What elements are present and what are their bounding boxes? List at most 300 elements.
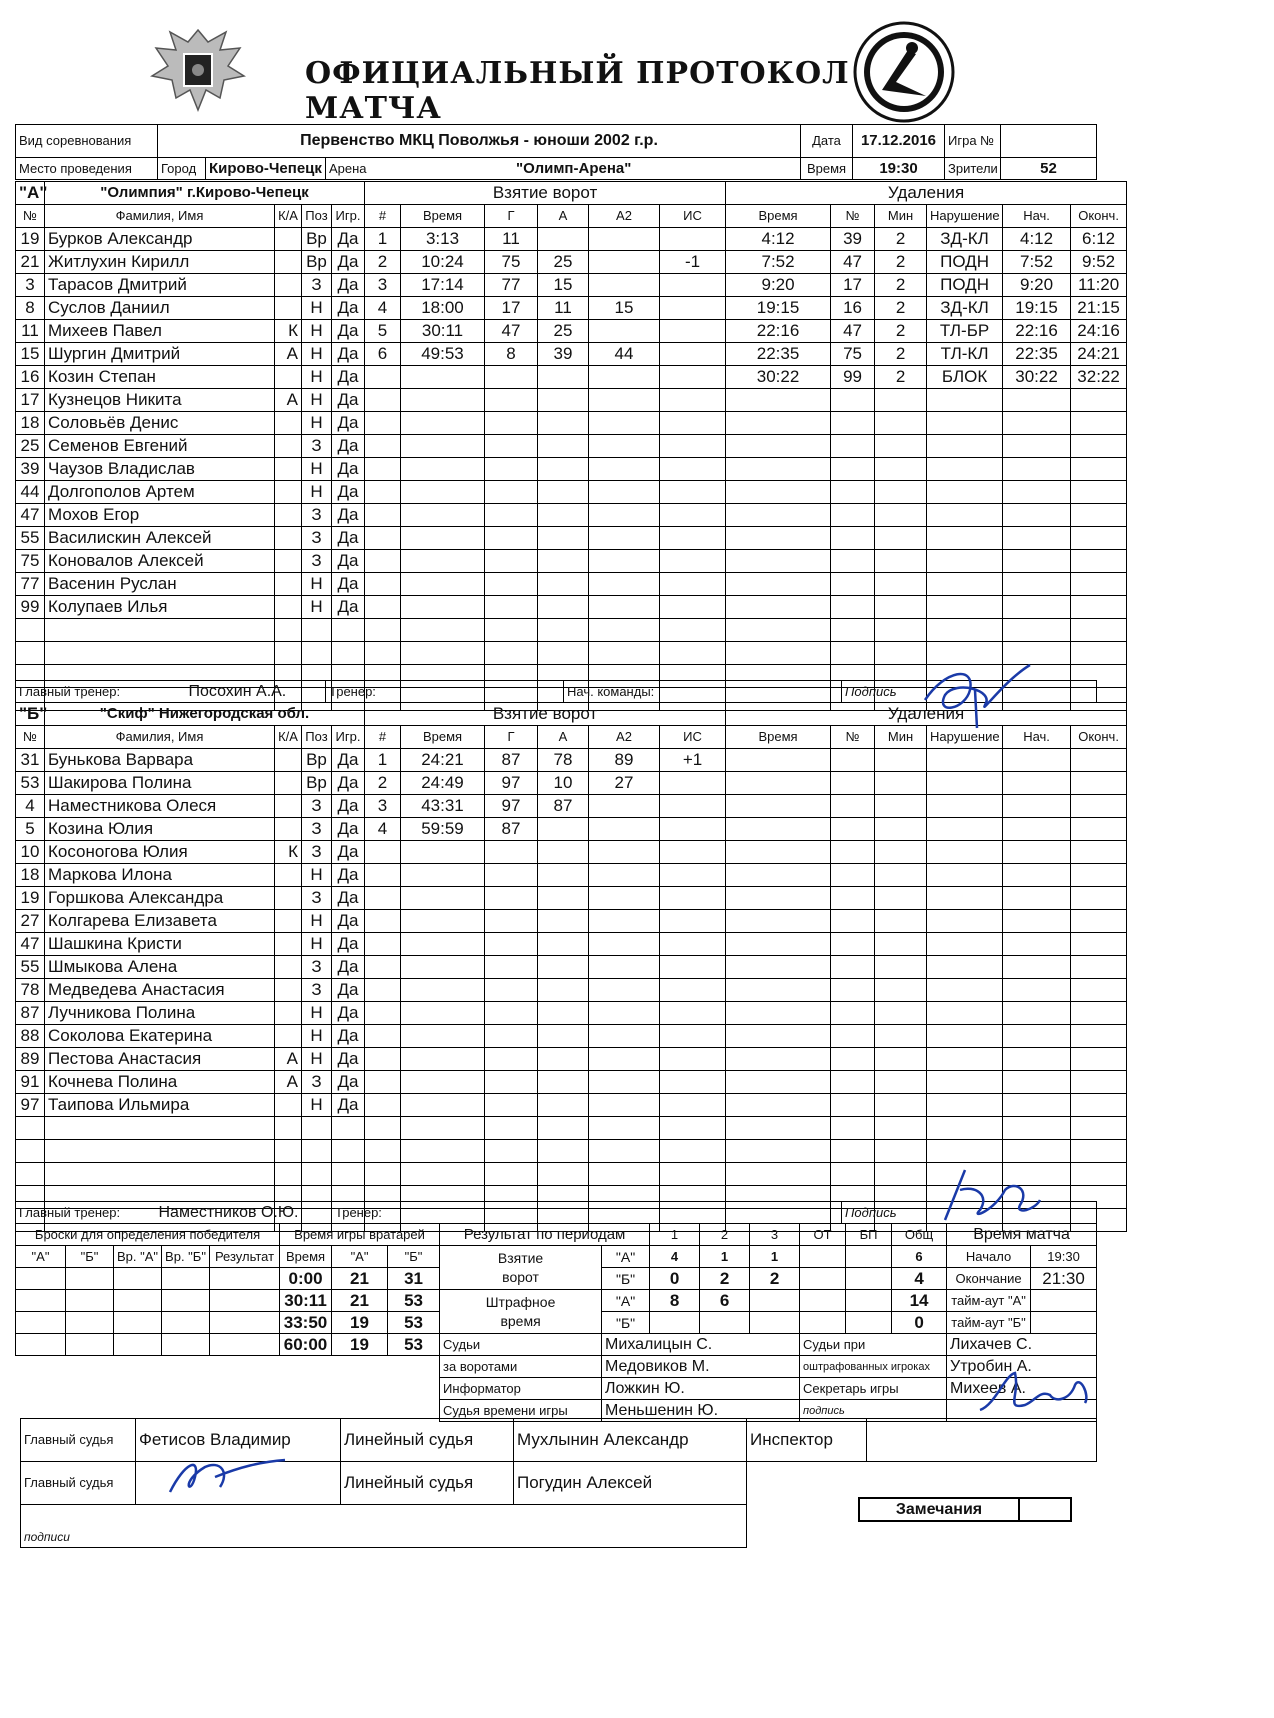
end-label: Окончание	[947, 1268, 1031, 1290]
referees-table	[20, 1418, 1097, 1548]
summary-table	[15, 1223, 1097, 1422]
pim-b-total: 0	[892, 1312, 947, 1334]
player-played: Да	[332, 435, 365, 458]
penalty-end	[1071, 527, 1127, 550]
goal-time	[401, 1048, 485, 1071]
goal-number	[365, 1071, 401, 1094]
penalty-player	[831, 1117, 875, 1140]
goal-time	[401, 933, 485, 956]
col-pen-violation: Нарушение	[927, 726, 1003, 749]
period-col-ot: ОТ	[800, 1224, 846, 1246]
player-number: 89	[16, 1048, 45, 1071]
goal-time: 30:11	[401, 320, 485, 343]
player-position: З	[302, 1071, 332, 1094]
gk-row-2-time: 30:11	[280, 1290, 332, 1312]
goal-scorer	[485, 864, 538, 887]
player-number: 21	[16, 251, 45, 274]
penalty-violation	[927, 458, 1003, 481]
player-ka	[275, 504, 302, 527]
goal-situation	[660, 550, 726, 573]
penalty-end	[1071, 1140, 1127, 1163]
penalty-time: 4:12	[726, 228, 831, 251]
penalty-violation	[927, 1094, 1003, 1117]
pim-b-p1	[650, 1312, 700, 1334]
goal-scorer: 87	[485, 818, 538, 841]
goal-number	[365, 1025, 401, 1048]
penalty-start	[1003, 1117, 1071, 1140]
player-position: Н	[302, 389, 332, 412]
player-position: Н	[302, 343, 332, 366]
goal-assist	[538, 1117, 589, 1140]
spectators-value: 52	[1001, 158, 1097, 180]
goal-scorer	[485, 527, 538, 550]
team-b-head-coach: Наместников О.Ю.	[156, 1202, 332, 1224]
goal-number	[365, 619, 401, 642]
table-row	[16, 619, 1127, 642]
arena-label: Арена	[329, 160, 367, 176]
table-row	[16, 910, 1127, 933]
penalty-time	[726, 573, 831, 596]
table-row	[16, 772, 1127, 795]
informer-label: Информатор	[440, 1378, 602, 1400]
goal-number	[365, 642, 401, 665]
player-played: Да	[332, 573, 365, 596]
penalty-time	[726, 1025, 831, 1048]
table-row	[16, 435, 1127, 458]
penalty-start: 7:52	[1003, 251, 1071, 274]
goal-scorer: 8	[485, 343, 538, 366]
penalty-time	[726, 1071, 831, 1094]
goal-assist	[538, 1094, 589, 1117]
goal-assist-2	[589, 366, 660, 389]
goal-assist-2	[589, 956, 660, 979]
goal-time	[401, 366, 485, 389]
penalty-violation	[927, 389, 1003, 412]
penalty-time	[726, 910, 831, 933]
player-name: Косоногова Юлия	[45, 841, 275, 864]
penalty-violation	[927, 1025, 1003, 1048]
penalty-end: 9:52	[1071, 251, 1127, 274]
player-number: 18	[16, 412, 45, 435]
goal-assist-2	[589, 1140, 660, 1163]
team-a-table	[15, 181, 1127, 711]
goal-situation	[660, 458, 726, 481]
table-row	[16, 1163, 1127, 1186]
player-position: З	[302, 979, 332, 1002]
player-name: Мохов Егор	[45, 504, 275, 527]
col-pen-min: Мин	[875, 726, 927, 749]
penalty-player	[831, 979, 875, 1002]
player-name: Медведева Анастасия	[45, 979, 275, 1002]
penalty-start	[1003, 1094, 1071, 1117]
goal-assist	[538, 412, 589, 435]
player-ka	[275, 366, 302, 389]
goal-time: 24:49	[401, 772, 485, 795]
goal-number	[365, 910, 401, 933]
goal-scorer	[485, 389, 538, 412]
goal-assist	[538, 481, 589, 504]
informer-value: Ложкин Ю.	[602, 1378, 800, 1400]
player-position: Н	[302, 1002, 332, 1025]
col-pen-num: №	[831, 205, 875, 228]
linesman-label-2: Линейный судья	[341, 1462, 514, 1505]
player-position: Вр	[302, 772, 332, 795]
player-played: Да	[332, 481, 365, 504]
goal-assist	[538, 979, 589, 1002]
goal-situation	[660, 228, 726, 251]
penalty-end	[1071, 772, 1127, 795]
date-label: Дата	[801, 125, 853, 158]
goal-scorer	[485, 412, 538, 435]
goal-assist-2	[589, 596, 660, 619]
penalty-end	[1071, 481, 1127, 504]
goal-time: 59:59	[401, 818, 485, 841]
page-title: ОФИЦИАЛЬНЫЙ ПРОТОКОЛ МАТЧА	[305, 56, 850, 126]
goal-scorer	[485, 619, 538, 642]
goal-situation	[660, 1025, 726, 1048]
goal-assist-2	[589, 642, 660, 665]
penalty-time	[726, 933, 831, 956]
penalty-start	[1003, 1071, 1071, 1094]
goal-time	[401, 1002, 485, 1025]
player-number: 97	[16, 1094, 45, 1117]
goals-b-ot	[800, 1268, 846, 1290]
goal-situation	[660, 1117, 726, 1140]
player-name: Козина Юлия	[45, 818, 275, 841]
player-number: 25	[16, 435, 45, 458]
goal-scorer	[485, 933, 538, 956]
player-name: Шашкина Кристи	[45, 933, 275, 956]
goal-time	[401, 412, 485, 435]
goal-assist: 10	[538, 772, 589, 795]
player-name: Василискин Алексей	[45, 527, 275, 550]
gk-row-3-b: 53	[388, 1312, 440, 1334]
penalty-end	[1071, 1002, 1127, 1025]
goal-assist-2	[589, 228, 660, 251]
player-name: Пестова Анастасия	[45, 1048, 275, 1071]
goal-number	[365, 550, 401, 573]
player-number: 53	[16, 772, 45, 795]
goal-time	[401, 527, 485, 550]
goal-assist-2	[589, 251, 660, 274]
eagle-emblem-icon	[148, 20, 248, 120]
team-a-signature-label: Подпись	[842, 681, 1097, 703]
penalty-violation	[927, 619, 1003, 642]
competition-value: Первенство МКЦ Поволжья - юноши 2002 г.р.	[158, 125, 801, 158]
penalty-player: 99	[831, 366, 875, 389]
player-ka	[275, 910, 302, 933]
goals-a-p3: 1	[750, 1246, 800, 1268]
goal-time: 17:14	[401, 274, 485, 297]
penalty-violation	[927, 550, 1003, 573]
player-ka	[275, 979, 302, 1002]
goal-situation	[660, 481, 726, 504]
player-position: Н	[302, 412, 332, 435]
signatures-label: подписи	[21, 1505, 747, 1548]
col-goal-a2: А2	[589, 205, 660, 228]
player-ka	[275, 818, 302, 841]
penalty-violation	[927, 818, 1003, 841]
goal-assist	[538, 1163, 589, 1186]
penalty-end	[1071, 389, 1127, 412]
team-a-penalties-heading: Удаления	[726, 182, 1127, 205]
penalty-violation	[927, 1071, 1003, 1094]
goal-scorer	[485, 841, 538, 864]
timekeeper-value: Меньшенин Ю.	[602, 1400, 800, 1422]
pim-a-p3	[750, 1290, 800, 1312]
player-played: Да	[332, 1048, 365, 1071]
penalty-minutes	[875, 481, 927, 504]
player-name: Колгарева Елизавета	[45, 910, 275, 933]
player-ka: А	[275, 1048, 302, 1071]
team-b-coach-table	[15, 1201, 1097, 1224]
goal-number: 5	[365, 320, 401, 343]
table-row	[16, 228, 1127, 251]
gk-time-label: Время игры вратарей	[280, 1224, 440, 1246]
goal-situation	[660, 1002, 726, 1025]
player-name: Шургин Дмитрий	[45, 343, 275, 366]
penalty-minutes	[875, 1025, 927, 1048]
goal-time: 10:24	[401, 251, 485, 274]
goal-number: 3	[365, 274, 401, 297]
table-row	[16, 251, 1127, 274]
player-played: Да	[332, 864, 365, 887]
goal-time: 3:13	[401, 228, 485, 251]
game-label: Игра №	[945, 125, 1001, 158]
penalty-end	[1071, 1071, 1127, 1094]
team-a-name: "Олимпия" г.Кирово-Чепецк	[45, 182, 365, 205]
goal-situation	[660, 573, 726, 596]
penalty-minutes: 2	[875, 366, 927, 389]
penalty-start	[1003, 642, 1071, 665]
gk-row-4-b: 53	[388, 1334, 440, 1356]
goals-b-p1: 0	[650, 1268, 700, 1290]
referee-1: Фетисов Владимир	[136, 1419, 341, 1462]
col-ka: К/А	[275, 726, 302, 749]
goal-scorer	[485, 1071, 538, 1094]
player-number: 4	[16, 795, 45, 818]
goal-assist-2	[589, 1002, 660, 1025]
player-position: Н	[302, 864, 332, 887]
penalty-violation	[927, 910, 1003, 933]
shootout-col-result: Результат	[210, 1246, 280, 1268]
player-played: Да	[332, 1002, 365, 1025]
goal-assist-2	[589, 1117, 660, 1140]
player-name: Долгополов Артем	[45, 481, 275, 504]
penalty-start	[1003, 458, 1071, 481]
penalty-end	[1071, 1117, 1127, 1140]
penalty-end: 32:22	[1071, 366, 1127, 389]
penalty-time	[726, 795, 831, 818]
player-played: Да	[332, 933, 365, 956]
penalty-minutes	[875, 619, 927, 642]
col-goal-a: А	[538, 205, 589, 228]
goal-assist-2	[589, 527, 660, 550]
player-position	[302, 1140, 332, 1163]
penalty-end	[1071, 933, 1127, 956]
player-position	[302, 1117, 332, 1140]
player-name: Коновалов Алексей	[45, 550, 275, 573]
penalty-violation	[927, 1048, 1003, 1071]
penalty-end	[1071, 841, 1127, 864]
penalty-violation	[927, 841, 1003, 864]
player-ka	[275, 642, 302, 665]
penalty-end: 6:12	[1071, 228, 1127, 251]
player-played	[332, 1163, 365, 1186]
goal-assist-2	[589, 619, 660, 642]
penalty-violation	[927, 933, 1003, 956]
goal-scorer: 17	[485, 297, 538, 320]
player-position: Н	[302, 596, 332, 619]
goal-assist-2: 44	[589, 343, 660, 366]
player-name: Семенов Евгений	[45, 435, 275, 458]
penalty-violation	[927, 412, 1003, 435]
goal-assist: 11	[538, 297, 589, 320]
player-position: Н	[302, 458, 332, 481]
penalty-end	[1071, 573, 1127, 596]
goal-assist-2	[589, 320, 660, 343]
goal-scorer	[485, 956, 538, 979]
goal-assist	[538, 550, 589, 573]
penalty-player	[831, 435, 875, 458]
penalty-violation: ПОДН	[927, 274, 1003, 297]
player-position: Н	[302, 1048, 332, 1071]
goal-number: 4	[365, 297, 401, 320]
shootout-col-a: "А"	[16, 1246, 66, 1268]
goals-team-a: "А"	[602, 1246, 650, 1268]
goal-number: 1	[365, 228, 401, 251]
goal-time: 49:53	[401, 343, 485, 366]
goal-assist-2	[589, 818, 660, 841]
penalty-player	[831, 818, 875, 841]
penalty-start	[1003, 504, 1071, 527]
goal-situation	[660, 933, 726, 956]
penalty-violation: ПОДН	[927, 251, 1003, 274]
match-time-label: Время матча	[947, 1224, 1097, 1246]
col-pen-end: Оконч.	[1071, 205, 1127, 228]
col-pos: Поз	[302, 726, 332, 749]
goal-situation	[660, 795, 726, 818]
player-number: 17	[16, 389, 45, 412]
col-num: №	[16, 205, 45, 228]
penalty-time	[726, 389, 831, 412]
goal-number	[365, 864, 401, 887]
goal-situation	[660, 1094, 726, 1117]
col-pen-min: Мин	[875, 205, 927, 228]
player-played: Да	[332, 320, 365, 343]
penalty-minutes	[875, 389, 927, 412]
pim-team-a: "А"	[602, 1290, 650, 1312]
penalty-end	[1071, 435, 1127, 458]
player-number: 47	[16, 504, 45, 527]
goal-assist	[538, 818, 589, 841]
player-position: Н	[302, 1094, 332, 1117]
penalty-minutes	[875, 1163, 927, 1186]
table-row	[16, 933, 1127, 956]
table-row	[16, 297, 1127, 320]
city-label: Город	[158, 158, 206, 180]
penalty-start	[1003, 435, 1071, 458]
penalty-time	[726, 458, 831, 481]
player-played: Да	[332, 1071, 365, 1094]
goal-assist	[538, 435, 589, 458]
goal-scorer: 75	[485, 251, 538, 274]
player-position: Н	[302, 481, 332, 504]
penalty-violation: ТЛ-КЛ	[927, 343, 1003, 366]
goal-assist	[538, 619, 589, 642]
penalty-end	[1071, 619, 1127, 642]
penalty-time	[726, 550, 831, 573]
goal-situation	[660, 910, 726, 933]
goal-assist-2	[589, 389, 660, 412]
player-name: Кочнева Полина	[45, 1071, 275, 1094]
player-position: Н	[302, 297, 332, 320]
goal-scorer: 97	[485, 795, 538, 818]
table-row	[16, 320, 1127, 343]
penalty-player: 16	[831, 297, 875, 320]
player-position: З	[302, 956, 332, 979]
goal-assist-2	[589, 1071, 660, 1094]
goal-assist	[538, 1140, 589, 1163]
time-value: 19:30	[853, 158, 945, 180]
penalty-start: 19:15	[1003, 297, 1071, 320]
goal-time	[401, 841, 485, 864]
player-position: З	[302, 527, 332, 550]
goal-situation	[660, 864, 726, 887]
player-name: Суслов Даниил	[45, 297, 275, 320]
penalty-end: 24:21	[1071, 343, 1127, 366]
penalty-player	[831, 389, 875, 412]
player-played: Да	[332, 979, 365, 1002]
penalty-minutes	[875, 458, 927, 481]
penalty-violation	[927, 481, 1003, 504]
player-name	[45, 1163, 275, 1186]
player-ka	[275, 749, 302, 772]
col-pen-start: Нач.	[1003, 726, 1071, 749]
player-played: Да	[332, 251, 365, 274]
penalty-minutes	[875, 1071, 927, 1094]
secretary-signature-label: подпись	[800, 1400, 947, 1422]
table-row	[16, 956, 1127, 979]
goal-assist	[538, 504, 589, 527]
penalty-minutes	[875, 1117, 927, 1140]
penalty-violation	[927, 596, 1003, 619]
goal-situation	[660, 274, 726, 297]
game-value	[1001, 125, 1097, 158]
player-ka	[275, 864, 302, 887]
goal-scorer	[485, 1140, 538, 1163]
col-goal-a: А	[538, 726, 589, 749]
goal-assist-2	[589, 795, 660, 818]
table-row	[16, 389, 1127, 412]
goal-assist-2	[589, 412, 660, 435]
gk-col-b: "Б"	[388, 1246, 440, 1268]
player-played: Да	[332, 458, 365, 481]
gk-col-a: "А"	[332, 1246, 388, 1268]
player-position: Н	[302, 910, 332, 933]
goal-judge-1: Михалицын С.	[602, 1334, 800, 1356]
goal-situation	[660, 412, 726, 435]
penalty-violation	[927, 1117, 1003, 1140]
player-position: З	[302, 550, 332, 573]
penalty-player	[831, 749, 875, 772]
player-ka	[275, 933, 302, 956]
penalty-time	[726, 979, 831, 1002]
player-name: Таипова Ильмира	[45, 1094, 275, 1117]
penalty-minutes	[875, 887, 927, 910]
player-name: Наместникова Олеся	[45, 795, 275, 818]
penalty-start	[1003, 841, 1071, 864]
